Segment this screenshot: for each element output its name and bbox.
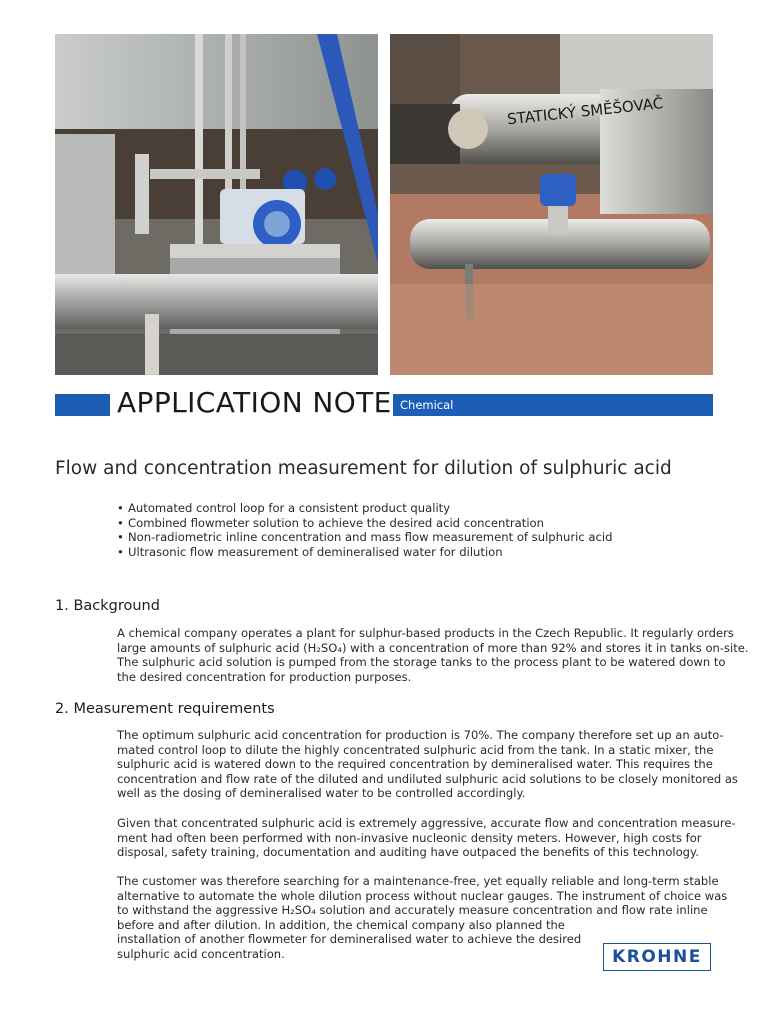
- key-points-list: [117, 501, 612, 559]
- text-line: A chemical company operates a plant for sulphur-based products in the Czech Republic. It regularly orders: [117, 626, 734, 640]
- list-item: • Ultrasonic flow measurement of demineralised water for dilution: [117, 545, 612, 560]
- page-title: Flow and concentration measurement for dilution of sulphuric acid: [55, 458, 672, 479]
- requirements-paragraph-2: [117, 816, 736, 860]
- photo-dilution-plant: [55, 34, 378, 375]
- category-label: Chemical: [400, 398, 454, 412]
- text-line: before and after dilution. In addition, the chemical company also planned the: [117, 917, 565, 932]
- krohne-logo: [603, 943, 711, 971]
- text-line: ment had often been performed with non-invasive nucleonic density meters. However, high costs for: [117, 830, 702, 845]
- section-heading-background: 1. Background: [55, 598, 160, 614]
- category-bar: [393, 394, 713, 416]
- text-line: well as the dosing of demineralised water to be controlled accordingly.: [117, 786, 526, 801]
- requirements-paragraph-1: [117, 728, 738, 801]
- text-line: the desired concentration for production purposes.: [117, 669, 412, 684]
- document-type-title: APPLICATION NOTE: [117, 386, 392, 419]
- text-line: Given that concentrated sulphuric acid is extremely aggressive, accurate flow and concentration measure-: [117, 816, 736, 830]
- text-line: installation of another flowmeter for demineralised water to achieve the desired: [117, 932, 582, 947]
- text-line: sulphuric acid concentration.: [117, 946, 285, 961]
- background-paragraph: [117, 626, 749, 684]
- text-line: mated control loop to dilute the highly concentrated sulphuric acid from the tank. In a static mixer, the: [117, 742, 714, 757]
- text-line: The customer was therefore searching for a maintenance-free, yet equally reliable and long-term stable: [117, 874, 719, 888]
- text-line: The sulphuric acid solution is pumped from the storage tanks to the process plant to be watered down to: [117, 655, 726, 670]
- logo-text: KROHNE: [612, 947, 702, 967]
- section-heading-requirements: 2. Measurement requirements: [55, 701, 275, 717]
- list-item: • Non-radiometric inline concentration and mass flow measurement of sulphuric acid: [117, 530, 612, 545]
- accent-bar-left: [55, 394, 110, 416]
- list-item: • Automated control loop for a consistent product quality: [117, 501, 612, 516]
- mixer-sign-text: STATICKÝ SMĚŠOVAČ: [506, 94, 665, 129]
- photo-static-mixer: [390, 34, 713, 375]
- text-line: sulphuric acid is watered down to the required concentration by demineralised water. This requires the: [117, 757, 713, 772]
- text-line: alternative to automate the whole dilution process without nuclear gauges. The instrument of choice was: [117, 888, 728, 903]
- text-line: to withstand the aggressive H₂SO₄ solution and accurately measure concentration and flow rate inline: [117, 903, 708, 918]
- text-line: The optimum sulphuric acid concentration for production is 70%. The company therefore set up an auto-: [117, 728, 724, 742]
- list-item: • Combined flowmeter solution to achieve the desired acid concentration: [117, 516, 612, 531]
- text-line: large amounts of sulphuric acid (H₂SO₄) with a concentration of more than 92% and stores it in tanks on-site.: [117, 640, 749, 655]
- text-line: concentration and flow rate of the diluted and undiluted sulphuric acid solutions to be closely monitored as: [117, 771, 738, 786]
- text-line: disposal, safety training, documentation and auditing have outpaced the benefits of this technology.: [117, 845, 699, 860]
